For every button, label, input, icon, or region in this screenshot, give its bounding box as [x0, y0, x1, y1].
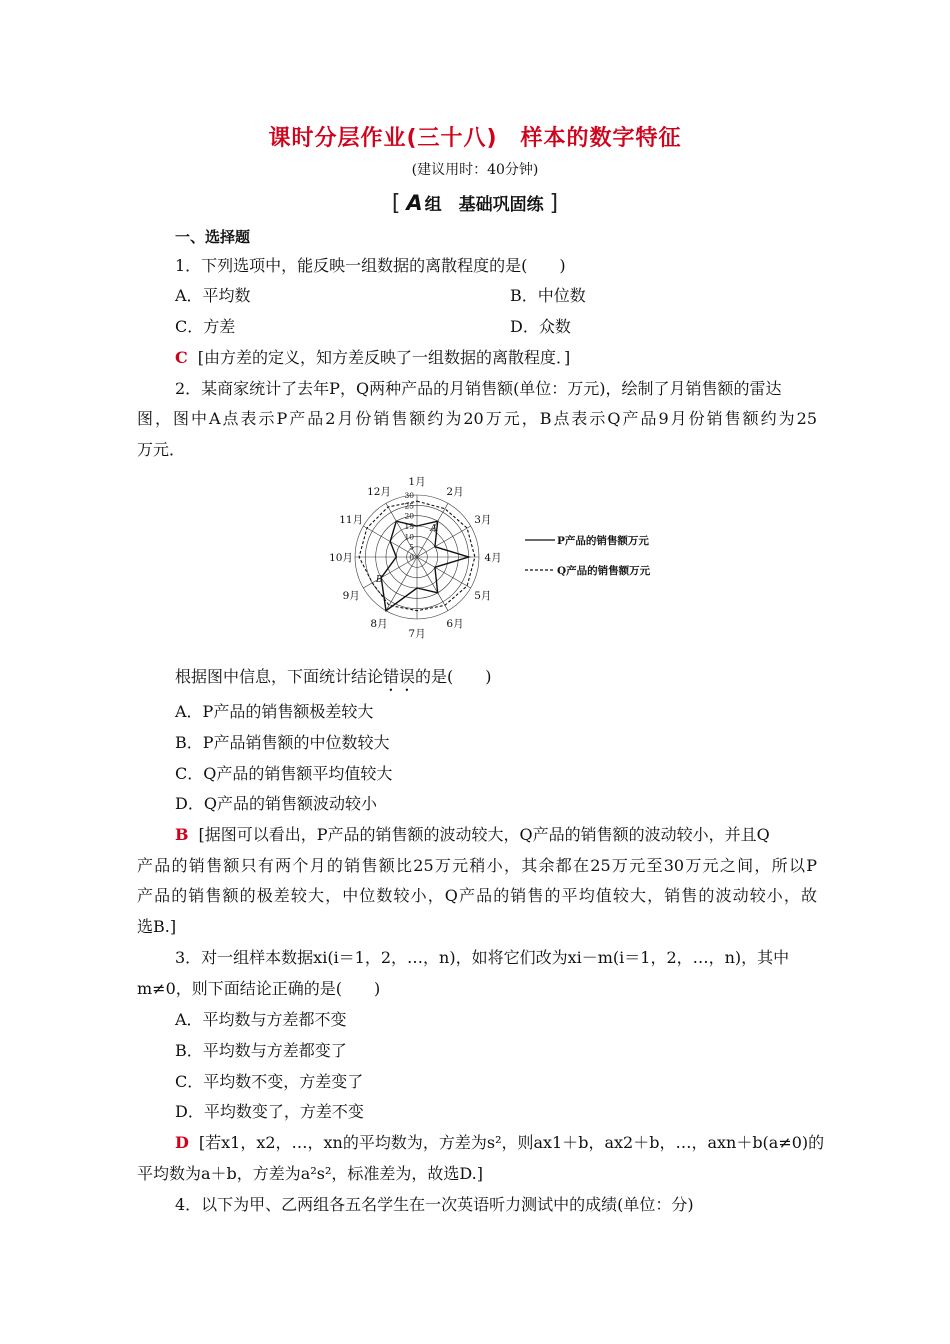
q3-stem-line2: m≠0，则下面结论正确的是( ) — [137, 979, 381, 998]
radar-point-label: A — [430, 524, 437, 535]
radar-tick-label: 25 — [404, 501, 414, 511]
q2-stem-line2: 图，图中A点表示P产品2月份销售额约为20万元，B点表示Q产品9月份销售额约为25 — [137, 409, 817, 428]
page-title: 课时分层作业(三十八) 样本的数字特征 — [268, 126, 682, 151]
q1-option-b: B．中位数 — [510, 286, 586, 305]
radar-month-label: 3月 — [474, 514, 492, 526]
q2-stem-line1: 2．某商家统计了去年P，Q两种产品的月销售额(单位：万元)，绘制了月销售额的雷达 — [175, 379, 782, 398]
q1-answer-line — [175, 348, 855, 368]
radar-month-label: 1月 — [408, 476, 426, 488]
q2-explanation-line2: 产品的销售额只有两个月的销售额比25万元稍小，其余都在25万元至30万元之间，所以P — [137, 856, 817, 875]
q1-option-d: D．众数 — [510, 317, 571, 336]
q2-option-a: A．P产品的销售额极差较大 — [175, 702, 374, 721]
section-heading: 一、选择题 — [175, 228, 251, 246]
q2-option-d: D．Q产品的销售额波动较小 — [175, 794, 377, 813]
group-letter: A — [406, 191, 423, 215]
radar-tick-label: 0 — [409, 553, 414, 562]
radar-month-label: 5月 — [474, 590, 492, 602]
radar-tick-label: 15 — [404, 522, 414, 531]
radar-month-label: 2月 — [446, 486, 464, 499]
group-label — [0, 190, 950, 216]
q3-explanation-line1: [若x1，x2，…，xn的平均数为，方差为s²，则ax1＋b，ax2＋b，…，axn＋b(a≠0)的 — [198, 1133, 825, 1152]
radar-tick-label: 30 — [404, 491, 414, 500]
q2-prompt-tail: 的是( ) — [415, 667, 492, 686]
q1-stem: 1．下列选项中，能反映一组数据的离散程度的是( ) — [175, 256, 566, 275]
legend-label: Q产品的销售额万元 — [557, 565, 651, 577]
radar-spoke — [417, 557, 471, 588]
radar-month-label: 8月 — [370, 617, 388, 630]
group-bracket-right: ] — [549, 191, 559, 216]
radar-grid — [355, 495, 479, 619]
radar-month-label: 6月 — [446, 617, 464, 630]
radar-month-label: 12月 — [367, 486, 391, 499]
radar-point-label: B — [375, 574, 383, 585]
radar-month-label: 11月 — [339, 514, 364, 526]
radar-month-label: 9月 — [342, 590, 360, 602]
q3-option-c: C．平均数不变，方差变了 — [175, 1072, 364, 1091]
q2-option-b: B．P产品销售额的中位数较大 — [175, 733, 390, 752]
radar-tick-label: 10 — [404, 532, 414, 542]
radar-month-label: 10月 — [329, 552, 353, 564]
radar-chart — [320, 470, 680, 645]
q2-explanation-line3: 产品的销售额的极差较大，中位数较小，Q产品的销售的平均值较大，销售的波动较小，故 — [137, 886, 817, 905]
group-name: 组 基础巩固练 — [424, 195, 544, 215]
group-bracket-left: [ — [391, 191, 401, 216]
q2-stem-line3: 万元． — [137, 440, 186, 459]
q1-explanation: [由方差的定义，知方差反映了一组数据的离散程度．] — [197, 348, 571, 367]
q3-option-d: D．平均数变了，方差不变 — [175, 1102, 364, 1121]
radar-spoke — [417, 526, 471, 557]
q3-explanation-line2: 平均数为a＋b，方差为a²s²，标准差为，故选D.] — [137, 1164, 483, 1183]
q3-option-a: A．平均数与方差都不变 — [175, 1010, 347, 1029]
q1-option-c: C．方差 — [175, 317, 236, 336]
q2-explanation-line1: [据图可以看出，P产品的销售额的波动较大，Q产品的销售额的波动较小，并且Q — [198, 825, 770, 844]
q2-prompt-emphasis: 错误 — [383, 667, 416, 686]
q2-answer: B — [175, 825, 189, 844]
radar-month-label: 7月 — [408, 628, 426, 640]
radar-month-label: 4月 — [484, 552, 502, 564]
radar-tick-label: 5 — [409, 542, 414, 552]
legend-label: P产品的销售额万元 — [557, 535, 649, 547]
q3-stem-line1: 3．对一组样本数据xi(i＝1，2，…，n)，如将它们改为xi－m(i＝1，2，…，n)，其中 — [175, 948, 790, 967]
radar-tick-label: 20 — [404, 511, 414, 521]
q3-answer: D — [175, 1133, 189, 1152]
radar-legend — [525, 534, 651, 577]
q2-prompt — [175, 667, 855, 695]
q1-option-a: A．平均数 — [175, 286, 251, 305]
q2-answer-line — [175, 825, 817, 845]
q4-stem: 4．以下为甲、乙两组各五名学生在一次英语听力测试中的成绩(单位：分) — [175, 1195, 694, 1214]
q3-option-b: B．平均数与方差都变了 — [175, 1041, 347, 1060]
q1-answer: C — [175, 348, 188, 367]
suggested-time: (建议用时：40分钟) — [411, 162, 539, 178]
q2-option-c: C．Q产品的销售额平均值较大 — [175, 764, 393, 783]
q3-answer-line — [175, 1133, 825, 1153]
q2-explanation-line4: 选B.] — [137, 917, 177, 936]
q2-prompt-text: 根据图中信息，下面统计结论 — [175, 667, 384, 686]
